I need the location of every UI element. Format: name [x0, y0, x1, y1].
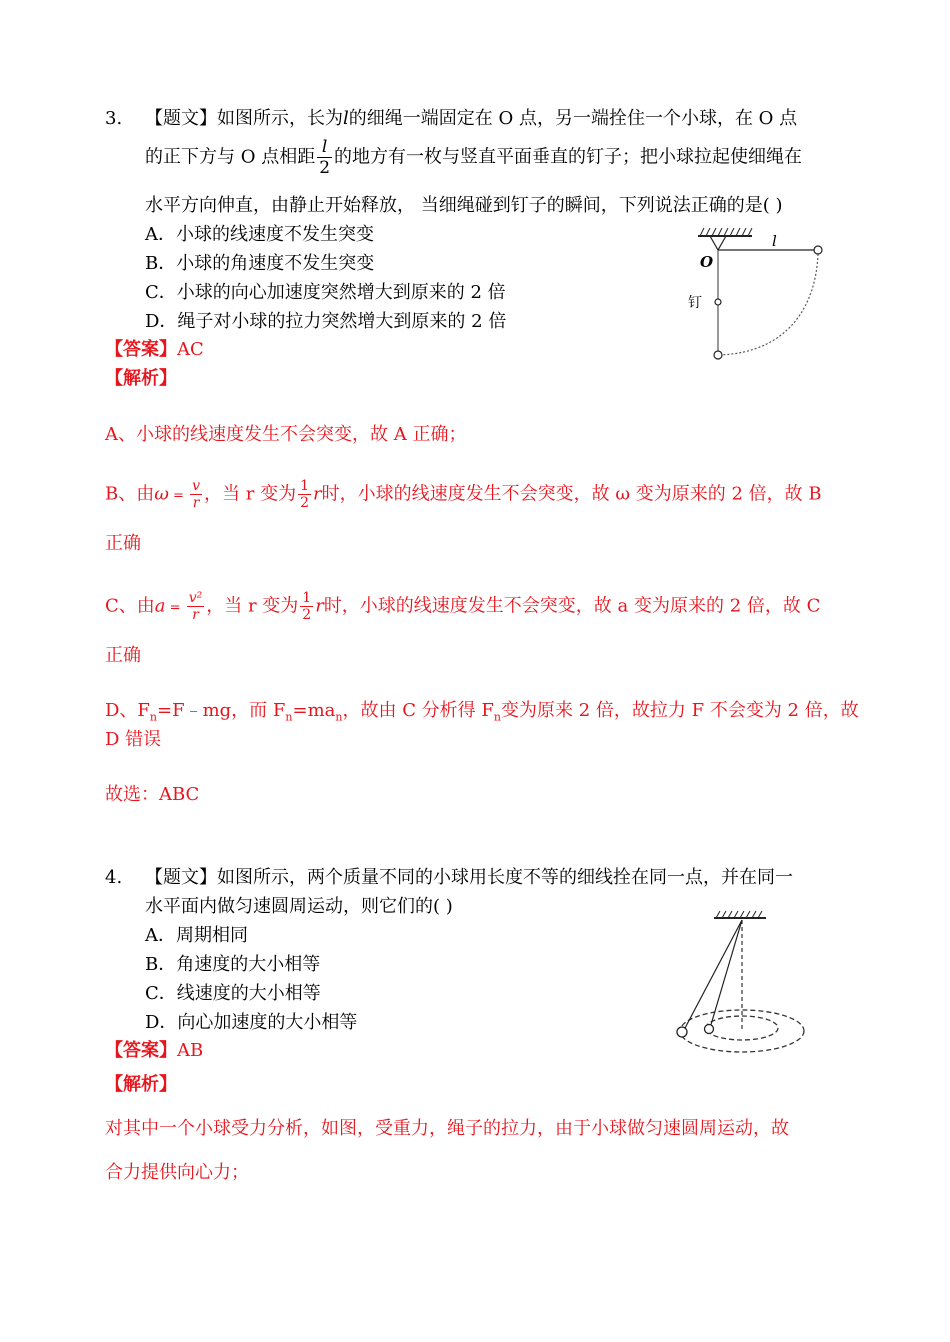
q3-frac-v2-over-r: $\frac{\text{v²}}{r}$ [188, 590, 203, 623]
q4-number: 4. [105, 867, 123, 888]
q3-line2: 的正下方与 O 点相距 $\frac{l}{2}$ 的地方有一枚与竖直平面垂直的钉子；把小球拉起使细绳在 [145, 137, 803, 178]
ball-bottom [714, 351, 722, 359]
q3-number: 3. [105, 108, 123, 129]
q3-analysis-c: C、由a = $\frac{\text{v²}}{r}$ ，当 r 变为 $\frac{1}{2}$ r时，小球的线速度发生不会突变，故 a 变为原来的 2 倍，故 C [105, 590, 821, 623]
q3-analysis-a: A、小球的线速度发生不会突变，故 A 正确； [105, 424, 467, 445]
nail-label: 钉 [688, 295, 702, 311]
q3-frac-v-over-r: $\frac{v}{r}$ [192, 478, 201, 511]
length-label: l [772, 232, 777, 250]
ball-inner [705, 1025, 714, 1034]
q3-line3: 水平方向伸直，由静止开始释放， 当细绳碰到钉子的瞬间，下列说法正确的是( ) [145, 195, 783, 216]
short-string [710, 920, 742, 1028]
pivot-label: O [700, 253, 714, 271]
q3-tag: 【题文】 [145, 108, 217, 129]
long-string [684, 920, 742, 1030]
q3-line1: 【题文】如图所示，长为l的细绳一端固定在 O 点，另一端拴住一个小球，在 O 点 [145, 108, 798, 129]
q4-answer [105, 1040, 203, 1062]
q3-analysis-d: D、$F_n=F﹣mg$，而 $F_n=ma_n$，故由 C 分析得 $F_n$变为原来 2 倍，故拉力 F 不会变为 2 倍，故 [105, 700, 859, 724]
q3-analysis-d-line2: D 错误 [105, 729, 162, 750]
q4-option-b: B．角速度的大小相等 [145, 954, 321, 975]
q4-option-a: A．周期相同 [145, 925, 248, 946]
q3-choose: 故选：ABC [105, 784, 200, 805]
q3-fraction-l-over-2: $\frac{l}{2}$ [319, 137, 331, 178]
q3-analysis-b: B、由ω = $\frac{v}{r}$ ，当 r 变为 $\frac{1}{2}$ r时，小球的线速度发生不会突变，故 ω 变为原来的 2 倍，故 B [105, 478, 822, 511]
q4-line1: 【题文】如图所示，两个质量不同的小球用长度不等的细线拴在同一点，并在同一 [145, 867, 793, 888]
q3-answer-label: 【答案】 [105, 339, 177, 360]
ball-start [814, 246, 822, 254]
q3-analysis-c-line2: 正确 [105, 645, 141, 666]
q3-analysis-b-line2: 正确 [105, 533, 141, 554]
q3-option-d: D．绳子对小球的拉力突然增大到原来的 2 倍 [145, 311, 507, 332]
swing-path-dotted [720, 254, 818, 355]
ceiling-hatch [716, 911, 762, 918]
q4-answer-value: AB [177, 1040, 204, 1061]
q4-analysis-label: 【解析】 [105, 1074, 177, 1095]
q4-answer-label: 【答案】 [105, 1040, 177, 1061]
q4-analysis-line1: 对其中一个小球受力分析，如图，受重力，绳子的拉力，由于小球做匀速圆周运动，故 [105, 1118, 789, 1139]
q3-frac-half: $\frac{1}{2}$ [300, 478, 309, 511]
q4-option-d: D．向心加速度的大小相等 [145, 1012, 358, 1033]
q3-option-c: C．小球的向心加速度突然增大到原来的 2 倍 [145, 282, 506, 303]
q3-option-a: A．小球的线速度不发生突变 [145, 224, 374, 245]
q3-answer-value: AC [177, 339, 204, 360]
q3-frac-half-c: $\frac{1}{2}$ [302, 590, 312, 623]
q3-option-b: B．小球的角速度不发生突变 [145, 253, 375, 274]
q3-var-l: l [343, 108, 349, 129]
q4-tag: 【题文】 [145, 867, 217, 888]
q4-conical-pendulum-figure [670, 908, 820, 1063]
nail [715, 299, 721, 305]
q3-answer [105, 339, 204, 361]
q4-option-c: C．线速度的大小相等 [145, 983, 321, 1004]
q4-line2: 水平面内做匀速圆周运动，则它们的( ) [145, 896, 453, 917]
q3-pendulum-figure [690, 224, 840, 364]
ceiling-hatch [700, 228, 752, 236]
ball-outer [677, 1027, 687, 1037]
q4-analysis-line2: 合力提供向心力； [105, 1162, 249, 1183]
q3-analysis-label: 【解析】 [105, 368, 177, 389]
